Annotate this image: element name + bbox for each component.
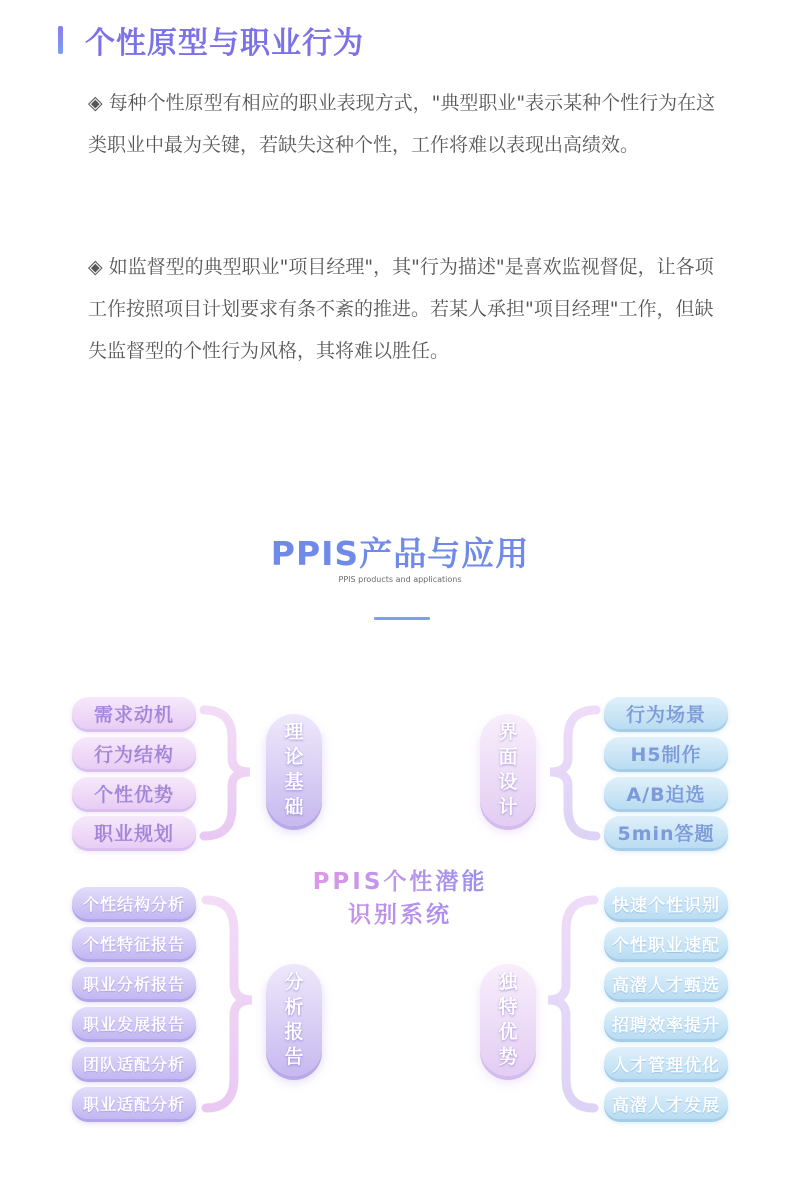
brace-advantage <box>548 900 594 1108</box>
report-item-features: 个性特征报告 <box>72 927 196 959</box>
report-item-career-fit: 职业适配分析 <box>72 1087 196 1119</box>
products-subtitle: PPIS products and applications <box>338 575 462 584</box>
system-title-line2: 识别系统 <box>290 899 510 932</box>
node-interface: 界 面 设 计 <box>480 714 536 826</box>
report-item-team-fit: 团队适配分析 <box>72 1047 196 1079</box>
report-item-career-analysis: 职业分析报告 <box>72 967 196 999</box>
node-theory: 理 论 基 础 <box>266 714 322 826</box>
advantage-item-recruit-efficiency: 招聘效率提升 <box>604 1007 728 1039</box>
advantage-item-talent-development: 高潜人才发展 <box>604 1087 728 1119</box>
system-title <box>290 866 510 932</box>
theory-item-structure: 行为结构 <box>72 737 196 769</box>
paragraph-archetype-intro: ◈ 每种个性原型有相应的职业表现方式，"典型职业"表示某种个性行为在这类职业中最为关键，若缺失这种个性，工作将难以表现出高绩效。 <box>88 92 716 156</box>
interface-item-ab: A/B迫选 <box>604 777 728 809</box>
interface-item-scenario: 行为场景 <box>604 697 728 729</box>
brace-report <box>206 900 252 1108</box>
interface-item-h5: H5制作 <box>604 737 728 769</box>
report-item-structure: 个性结构分析 <box>72 887 196 919</box>
products-title: PPIS产品与应用 <box>270 534 530 573</box>
paragraph-supervisor-example: ◈ 如监督型的典型职业"项目经理"，其"行为描述"是喜欢监视督促，让各项工作按照项目计划要求有条不紊的推进。若某人承担"项目经理"工作，但缺失监督型的个性行为风格，其将难以胜任。 <box>88 256 714 362</box>
title-underline <box>374 617 430 620</box>
heading-accent-bar <box>58 26 63 54</box>
node-advantage: 独 特 优 势 <box>480 964 536 1076</box>
node-report: 分 析 报 告 <box>266 964 322 1076</box>
system-title-line1: PPIS个性潜能 <box>290 866 510 899</box>
theory-item-motivation: 需求动机 <box>72 697 196 729</box>
advantage-item-career-match: 个性职业速配 <box>604 927 728 959</box>
brace-theory <box>204 710 250 836</box>
advantage-item-talent-management: 人才管理优化 <box>604 1047 728 1079</box>
section-heading <box>58 18 364 62</box>
advantage-item-talent-selection: 高潜人才甄选 <box>604 967 728 999</box>
theory-item-career: 职业规划 <box>72 816 196 848</box>
brace-interface <box>550 710 596 836</box>
section-title: 个性原型与职业行为 <box>85 26 364 61</box>
interface-item-5min: 5min答题 <box>604 816 728 848</box>
advantage-item-fast-identify: 快速个性识别 <box>604 887 728 919</box>
report-item-career-development: 职业发展报告 <box>72 1007 196 1039</box>
theory-item-advantage: 个性优势 <box>72 777 196 809</box>
